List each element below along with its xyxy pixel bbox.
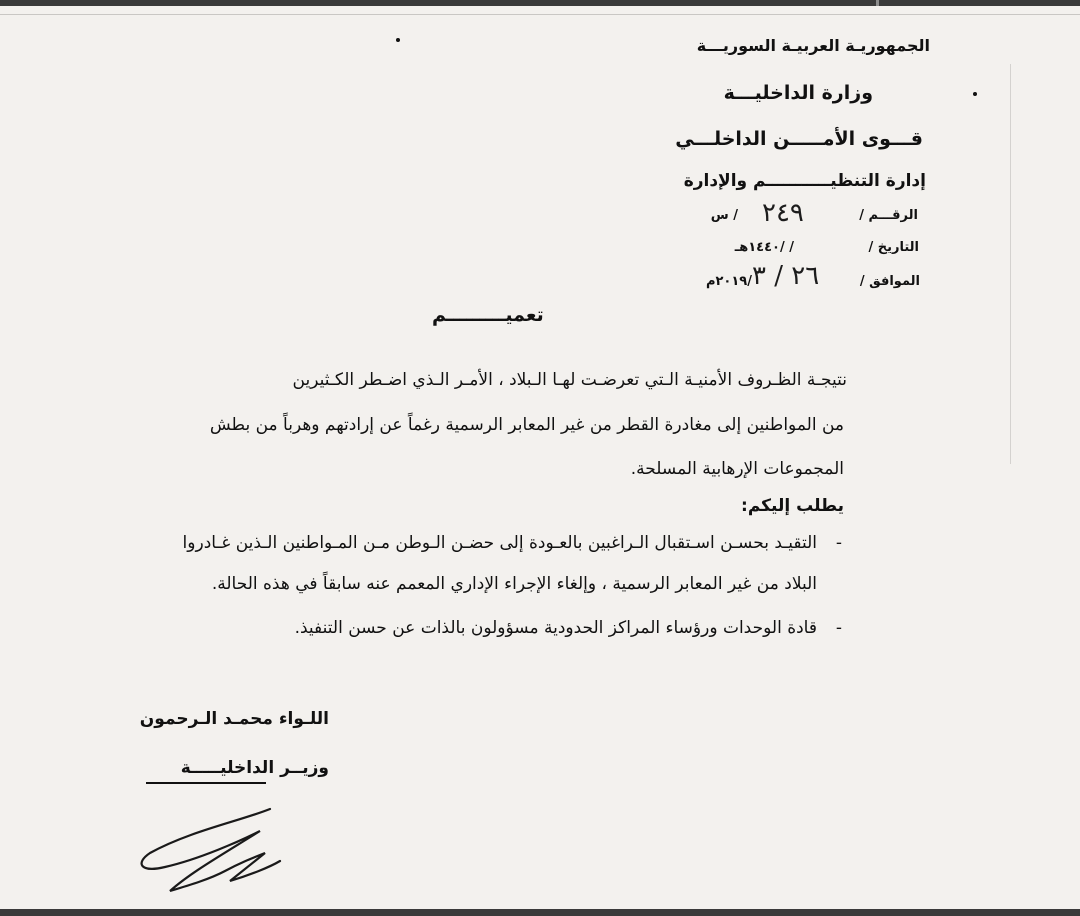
item2-dash: - xyxy=(835,618,842,638)
ref-date-greg-suffix: /٢٠١٩م xyxy=(705,274,752,289)
signature-position: وزيــر الداخليـــــة xyxy=(180,758,329,778)
item1-line-2: البلاد من غير المعابر الرسمية ، وإلغاء الإجراء الإداري المعمم عنه سابقاً في هذه الحالة. xyxy=(211,574,817,594)
body-line-1: نتيجـة الظـروف الأمنيـة الـتي تعرضـت لهـا الـبلاد ، الأمـر الـذي اضـطر الكـثيرين xyxy=(292,370,847,390)
speck xyxy=(973,92,977,96)
ref-date-greg-handwritten: ٢٦ / ٣ xyxy=(752,261,820,291)
ref-number-handwritten: ٢٤٩ xyxy=(762,198,804,228)
signature-name: اللـواء محمـد الـرحمون xyxy=(139,709,329,729)
header-republic: الجمهوريـة العربيـة السوريـــة xyxy=(696,36,930,55)
margin-line xyxy=(1010,64,1011,464)
ref-number-suffix: / س xyxy=(710,208,738,223)
header-forces: قـــوى الأمـــــن الداخلـــي xyxy=(675,128,923,150)
item2-line: قادة الوحدات ورؤساء المراكز الحدودية مسؤولون بالذات عن حسن التنفيذ. xyxy=(294,618,817,638)
bottom-frame-bar xyxy=(0,909,1080,916)
ref-date-greg-label: الموافق / xyxy=(859,274,920,289)
item1-line-1: التقيـد بحسـن اسـتقبال الـراغبين بالعـودة إلى حضـن الـوطن مـن المـواطنين الـذين غـادروا xyxy=(182,533,817,553)
document-page xyxy=(0,6,1080,909)
speck xyxy=(396,38,400,42)
document-title: تعميـــــــــم xyxy=(432,304,544,326)
item1-dash: - xyxy=(835,533,842,553)
signature-underline xyxy=(146,782,266,784)
ref-date-hijri: / /١٤٤٠هـ xyxy=(734,240,794,255)
header-ministry: وزارة الداخليـــة xyxy=(723,82,873,104)
body-line-2: من المواطنين إلى مغادرة القطر من غير المعابر الرسمية رغماً عن إرادتهم وهرباً من بطش xyxy=(209,415,844,435)
signature-stroke xyxy=(142,809,280,891)
header-department: إدارة التنظيـــــــــــم والإدارة xyxy=(683,171,926,191)
scan-line xyxy=(0,14,1080,15)
ref-number-label: الرقـــم / xyxy=(859,208,918,223)
ref-date-label: التاريخ / xyxy=(868,240,919,255)
request-heading: يطلب إليكم: xyxy=(741,496,844,516)
body-line-3: المجموعات الإرهابية المسلحة. xyxy=(630,459,844,479)
handwritten-signature xyxy=(130,801,330,901)
